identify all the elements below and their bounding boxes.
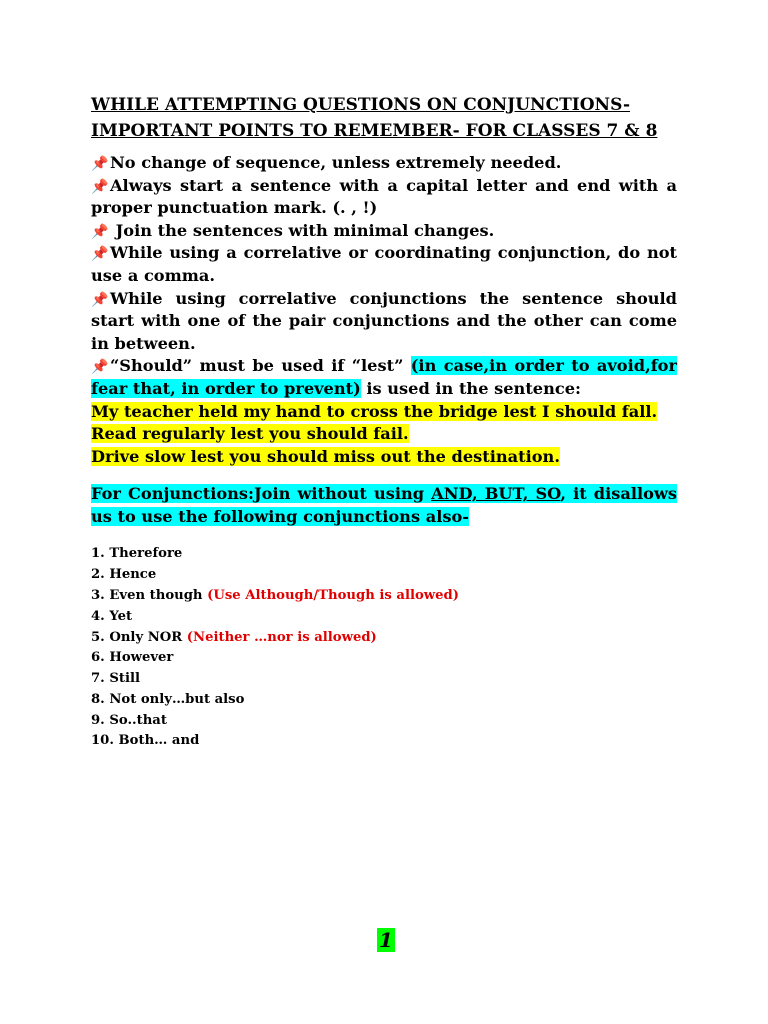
list-item: 3. Even though (Use Although/Though is allowed) — [91, 587, 459, 603]
list-item: 2. Hence — [91, 567, 157, 583]
point-4: 📌While using a correlative or coordinating conjunction, do not use a comma. — [91, 243, 677, 285]
forbidden-conjunctions: AND, BUT, SO — [431, 484, 561, 504]
title-line-2: IMPORTANT POINTS TO REMEMBER- FOR CLASSES 7 & 8 — [91, 121, 658, 141]
pushpin-icon: 📌 — [91, 359, 109, 376]
list-item: 10. Both… and — [91, 733, 200, 749]
point-6: 📌“Should” must be used if “lest” (in case,in order to avoid,for fear that, in order to prevent) is used in the sentence: — [91, 356, 677, 398]
pushpin-icon: 📌 — [91, 246, 109, 263]
point-5: 📌While using correlative conjunctions the sentence should start with one of the pair conjunctions and the other can come in between. — [91, 288, 677, 353]
pushpin-icon: 📌 — [91, 223, 109, 240]
points-section — [91, 152, 677, 468]
conjunctions-note: For Conjunctions:Join without using AND, BUT, SO, it disallows us to use the following conjunctions also- — [91, 484, 678, 527]
list-item: 9. So..that — [91, 712, 167, 728]
title-line-1: WHILE ATTEMPTING QUESTIONS ON CONJUNCTIONS- — [91, 95, 631, 115]
pushpin-icon: 📌 — [91, 178, 109, 195]
example-2: Read regularly lest you should fail. — [91, 424, 409, 444]
list-item: 7. Still — [91, 671, 141, 687]
point-1: 📌No change of sequence, unless extremely needed. — [91, 153, 562, 172]
disallowed-conjunctions-list — [91, 544, 677, 752]
list-item: 6. However — [91, 650, 174, 666]
list-item: 5. Only NOR (Neither …nor is allowed) — [91, 629, 377, 645]
document-page — [91, 92, 677, 752]
point-2: 📌Always start a sentence with a capital letter and end with a proper punctuation mark. (. , !) — [91, 175, 677, 218]
list-item: 1. Therefore — [91, 546, 183, 562]
example-3: Drive slow lest you should miss out the destination. — [91, 446, 560, 466]
example-1: My teacher held my hand to cross the bridge lest I should fall. — [91, 401, 658, 421]
page-number: 1 — [379, 928, 393, 952]
list-item: 8. Not only…but also — [91, 691, 245, 707]
lest-meaning-highlight: (in case,in order to avoid,for fear that, in order to prevent) — [91, 356, 677, 398]
pushpin-icon: 📌 — [91, 156, 109, 172]
list-item: 4. Yet — [91, 608, 133, 624]
page-title — [91, 92, 677, 144]
pushpin-icon: 📌 — [91, 291, 109, 308]
point-3: 📌 Join the sentences with minimal changes. — [91, 220, 495, 240]
